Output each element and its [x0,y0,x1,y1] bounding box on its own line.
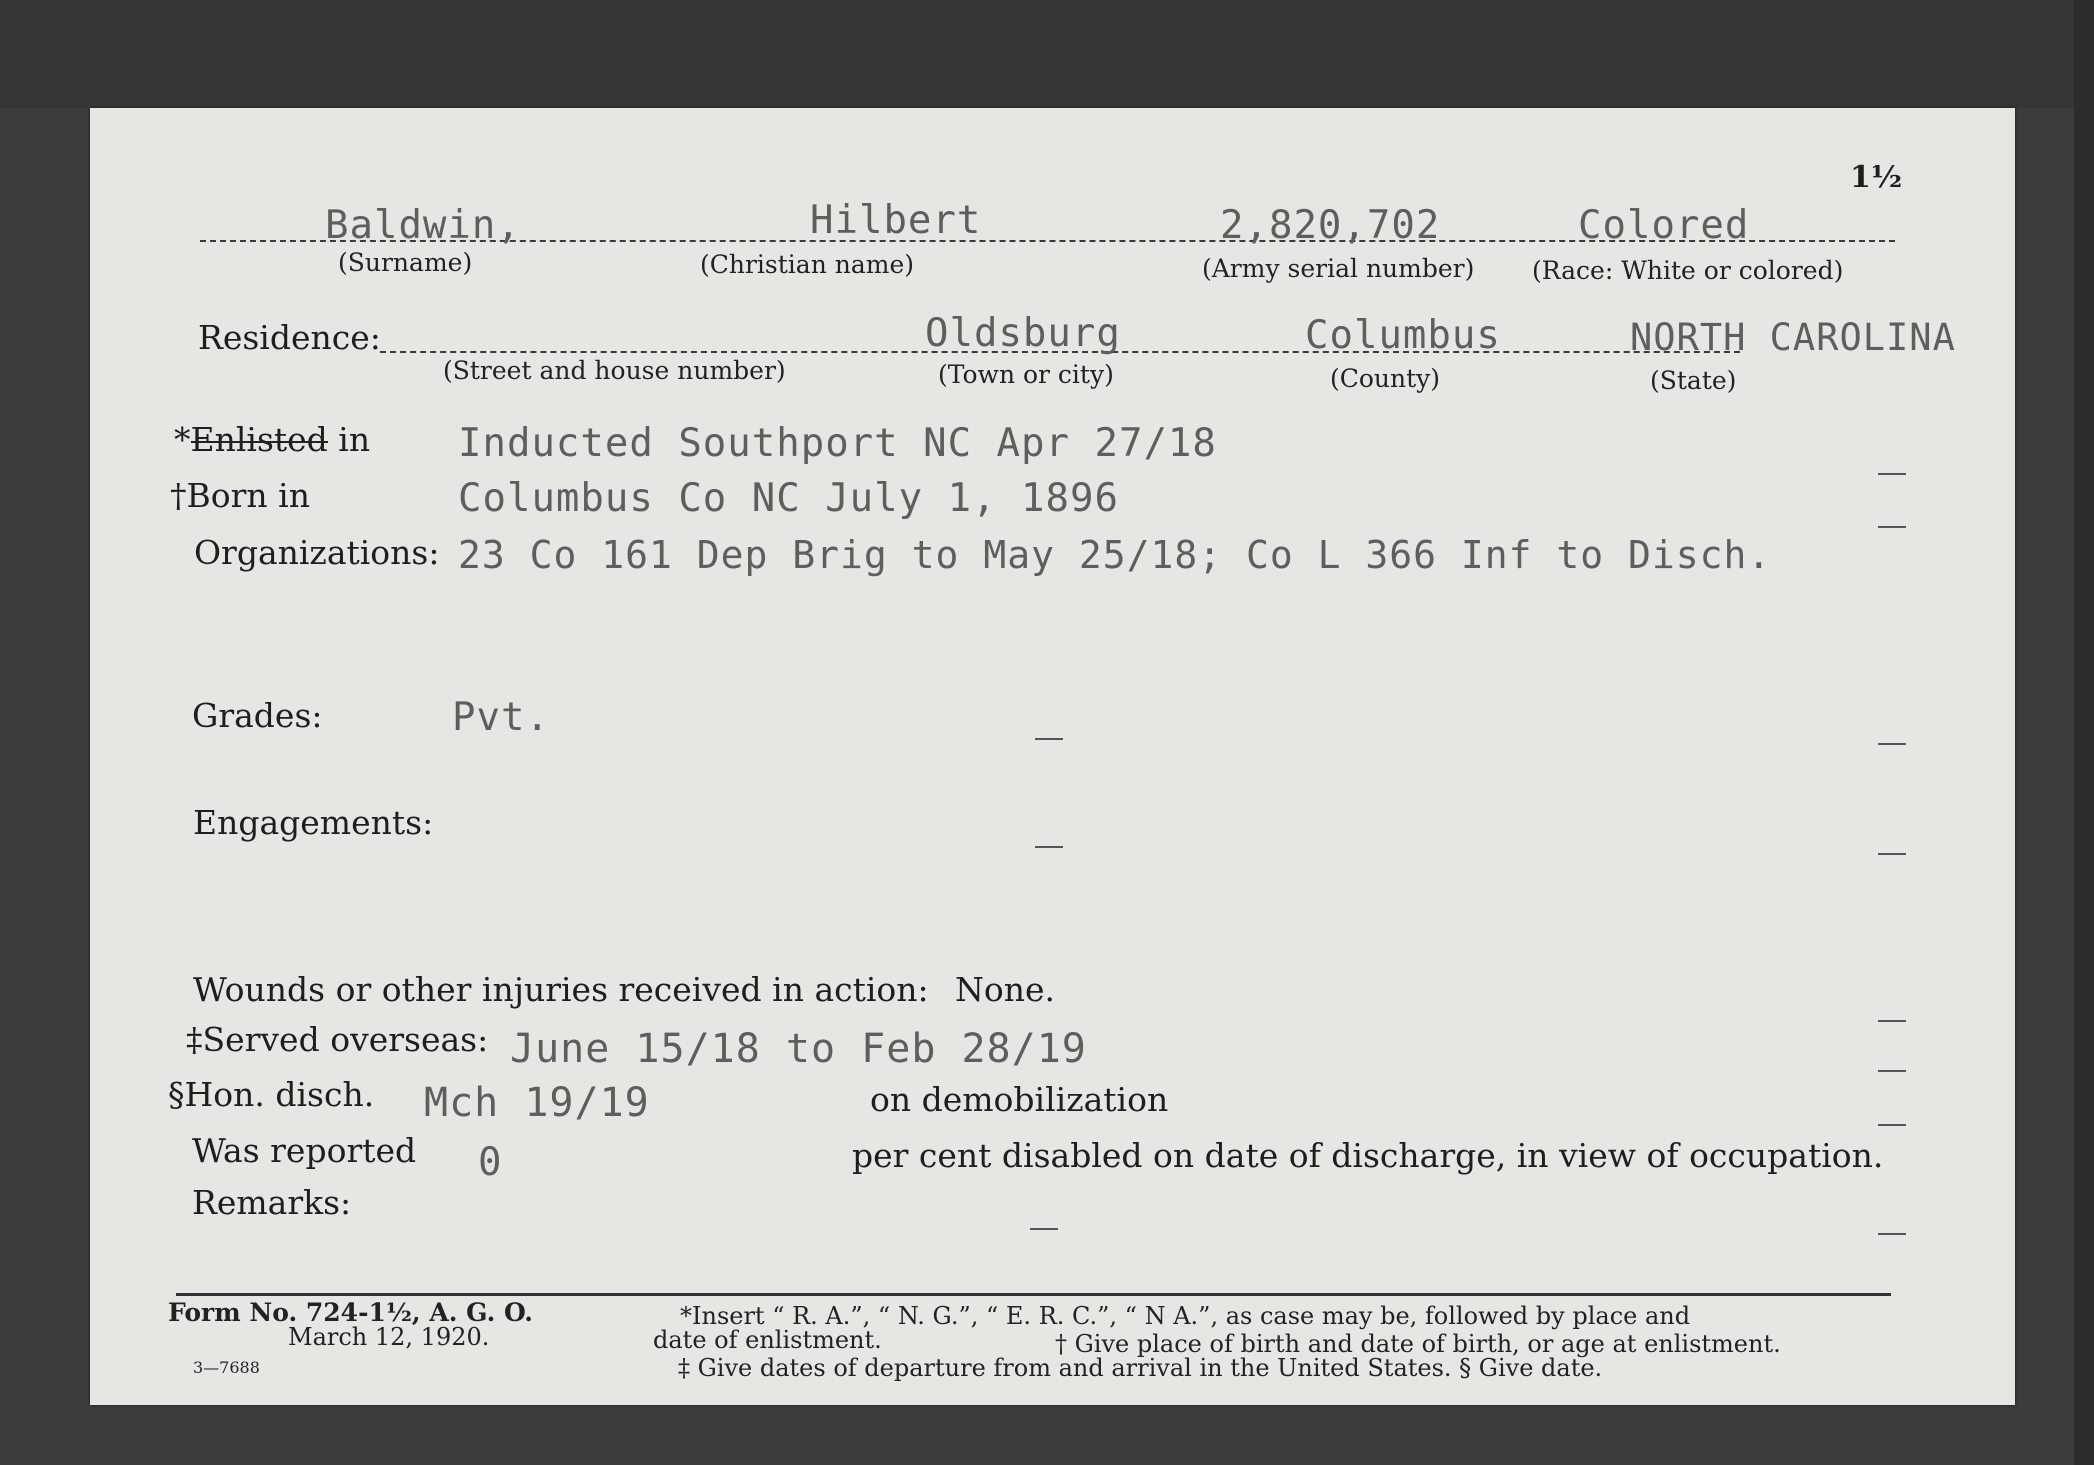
race-value: Colored [1578,203,1750,248]
born-label: †Born in [170,476,310,515]
residence-town-value: Oldsburg [925,311,1121,356]
footnote-birth: † Give place of birth and date of birth, or age at enlistment. [1055,1330,1781,1358]
enlisted-label [174,420,370,459]
scan-edge [2074,0,2094,1465]
hon-disch-label: §Hon. disch. [168,1075,375,1114]
residence-state-value: NORTH CAROLINA [1630,316,1956,359]
residence-county-value: Columbus [1305,313,1501,358]
corner-fraction: 1½ [1850,160,1903,195]
reported-value: 0 [478,1140,503,1185]
remarks-label: Remarks: [192,1183,352,1222]
residence-label: Residence: [198,318,381,357]
enlisted-suffix: in [327,420,371,459]
hon-disch-value: Mch 19/19 [424,1080,650,1126]
margin-dash [1878,1124,1906,1126]
street-caption: (Street and house number) [443,356,786,385]
form-date: March 12, 1920. [288,1323,490,1351]
state-caption: (State) [1650,366,1737,395]
organizations-value: 23 Co 161 Dep Brig to May 25/18; Co L 366 Inf to Disch. [458,533,1772,577]
margin-dash [1878,1020,1906,1022]
engagements-label: Engagements: [193,803,434,842]
margin-dash [1878,853,1906,855]
margin-dash [1878,526,1906,528]
margin-dash [1878,473,1906,475]
hon-disch-suffix: on demobilization [870,1080,1169,1119]
organizations-label: Organizations: [194,533,440,572]
grades-value: Pvt. [452,695,550,740]
footnote-overseas: ‡ Give dates of departure from and arrival in the United States. § Give date. [678,1354,1603,1382]
county-caption: (County) [1330,364,1441,393]
footnote-enlistment-cont: date of enlistment. [653,1326,882,1354]
surname-value: Baldwin, [325,203,521,248]
footer-rule [176,1293,1891,1296]
army-serial-value: 2,820,702 [1220,203,1441,248]
reported-label: Was reported [192,1131,417,1170]
surname-caption: (Surname) [338,248,473,277]
town-caption: (Town or city) [938,360,1114,389]
margin-dash [1030,1228,1058,1230]
grades-label: Grades: [192,696,323,735]
overseas-value: June 15/18 to Feb 28/19 [510,1026,1087,1072]
wounds-label: Wounds or other injuries received in action: [193,970,929,1009]
enlisted-marker: * [174,420,191,459]
margin-dash [1035,738,1063,740]
margin-dash [1878,1070,1906,1072]
overseas-label: ‡Served overseas: [186,1020,489,1059]
margin-dash [1878,743,1906,745]
reported-suffix: per cent disabled on date of discharge, in view of occupation. [852,1136,1884,1175]
enlisted-struck-word: Enlisted [190,420,328,459]
christian-name-value: Hilbert [810,198,982,243]
footnote-enlistment: *Insert “ R. A.”, “ N. G.”, “ E. R. C.”, “ N A.”, as case may be, followed by place and [680,1302,1691,1330]
form-number: Form No. 724-1½, A. G. O. [168,1298,534,1327]
race-caption: (Race: White or colored) [1532,256,1844,285]
born-value: Columbus Co NC July 1, 1896 [458,476,1119,521]
margin-dash [1035,846,1063,848]
enlisted-value: Inducted Southport NC Apr 27/18 [458,421,1217,466]
wounds-value: None. [955,970,1056,1009]
army-serial-caption: (Army serial number) [1202,254,1475,283]
scan-background [0,0,2094,108]
record-card [90,108,2015,1405]
margin-dash [1878,1233,1906,1235]
print-code: 3—7688 [193,1358,260,1377]
christian-name-caption: (Christian name) [700,250,915,279]
